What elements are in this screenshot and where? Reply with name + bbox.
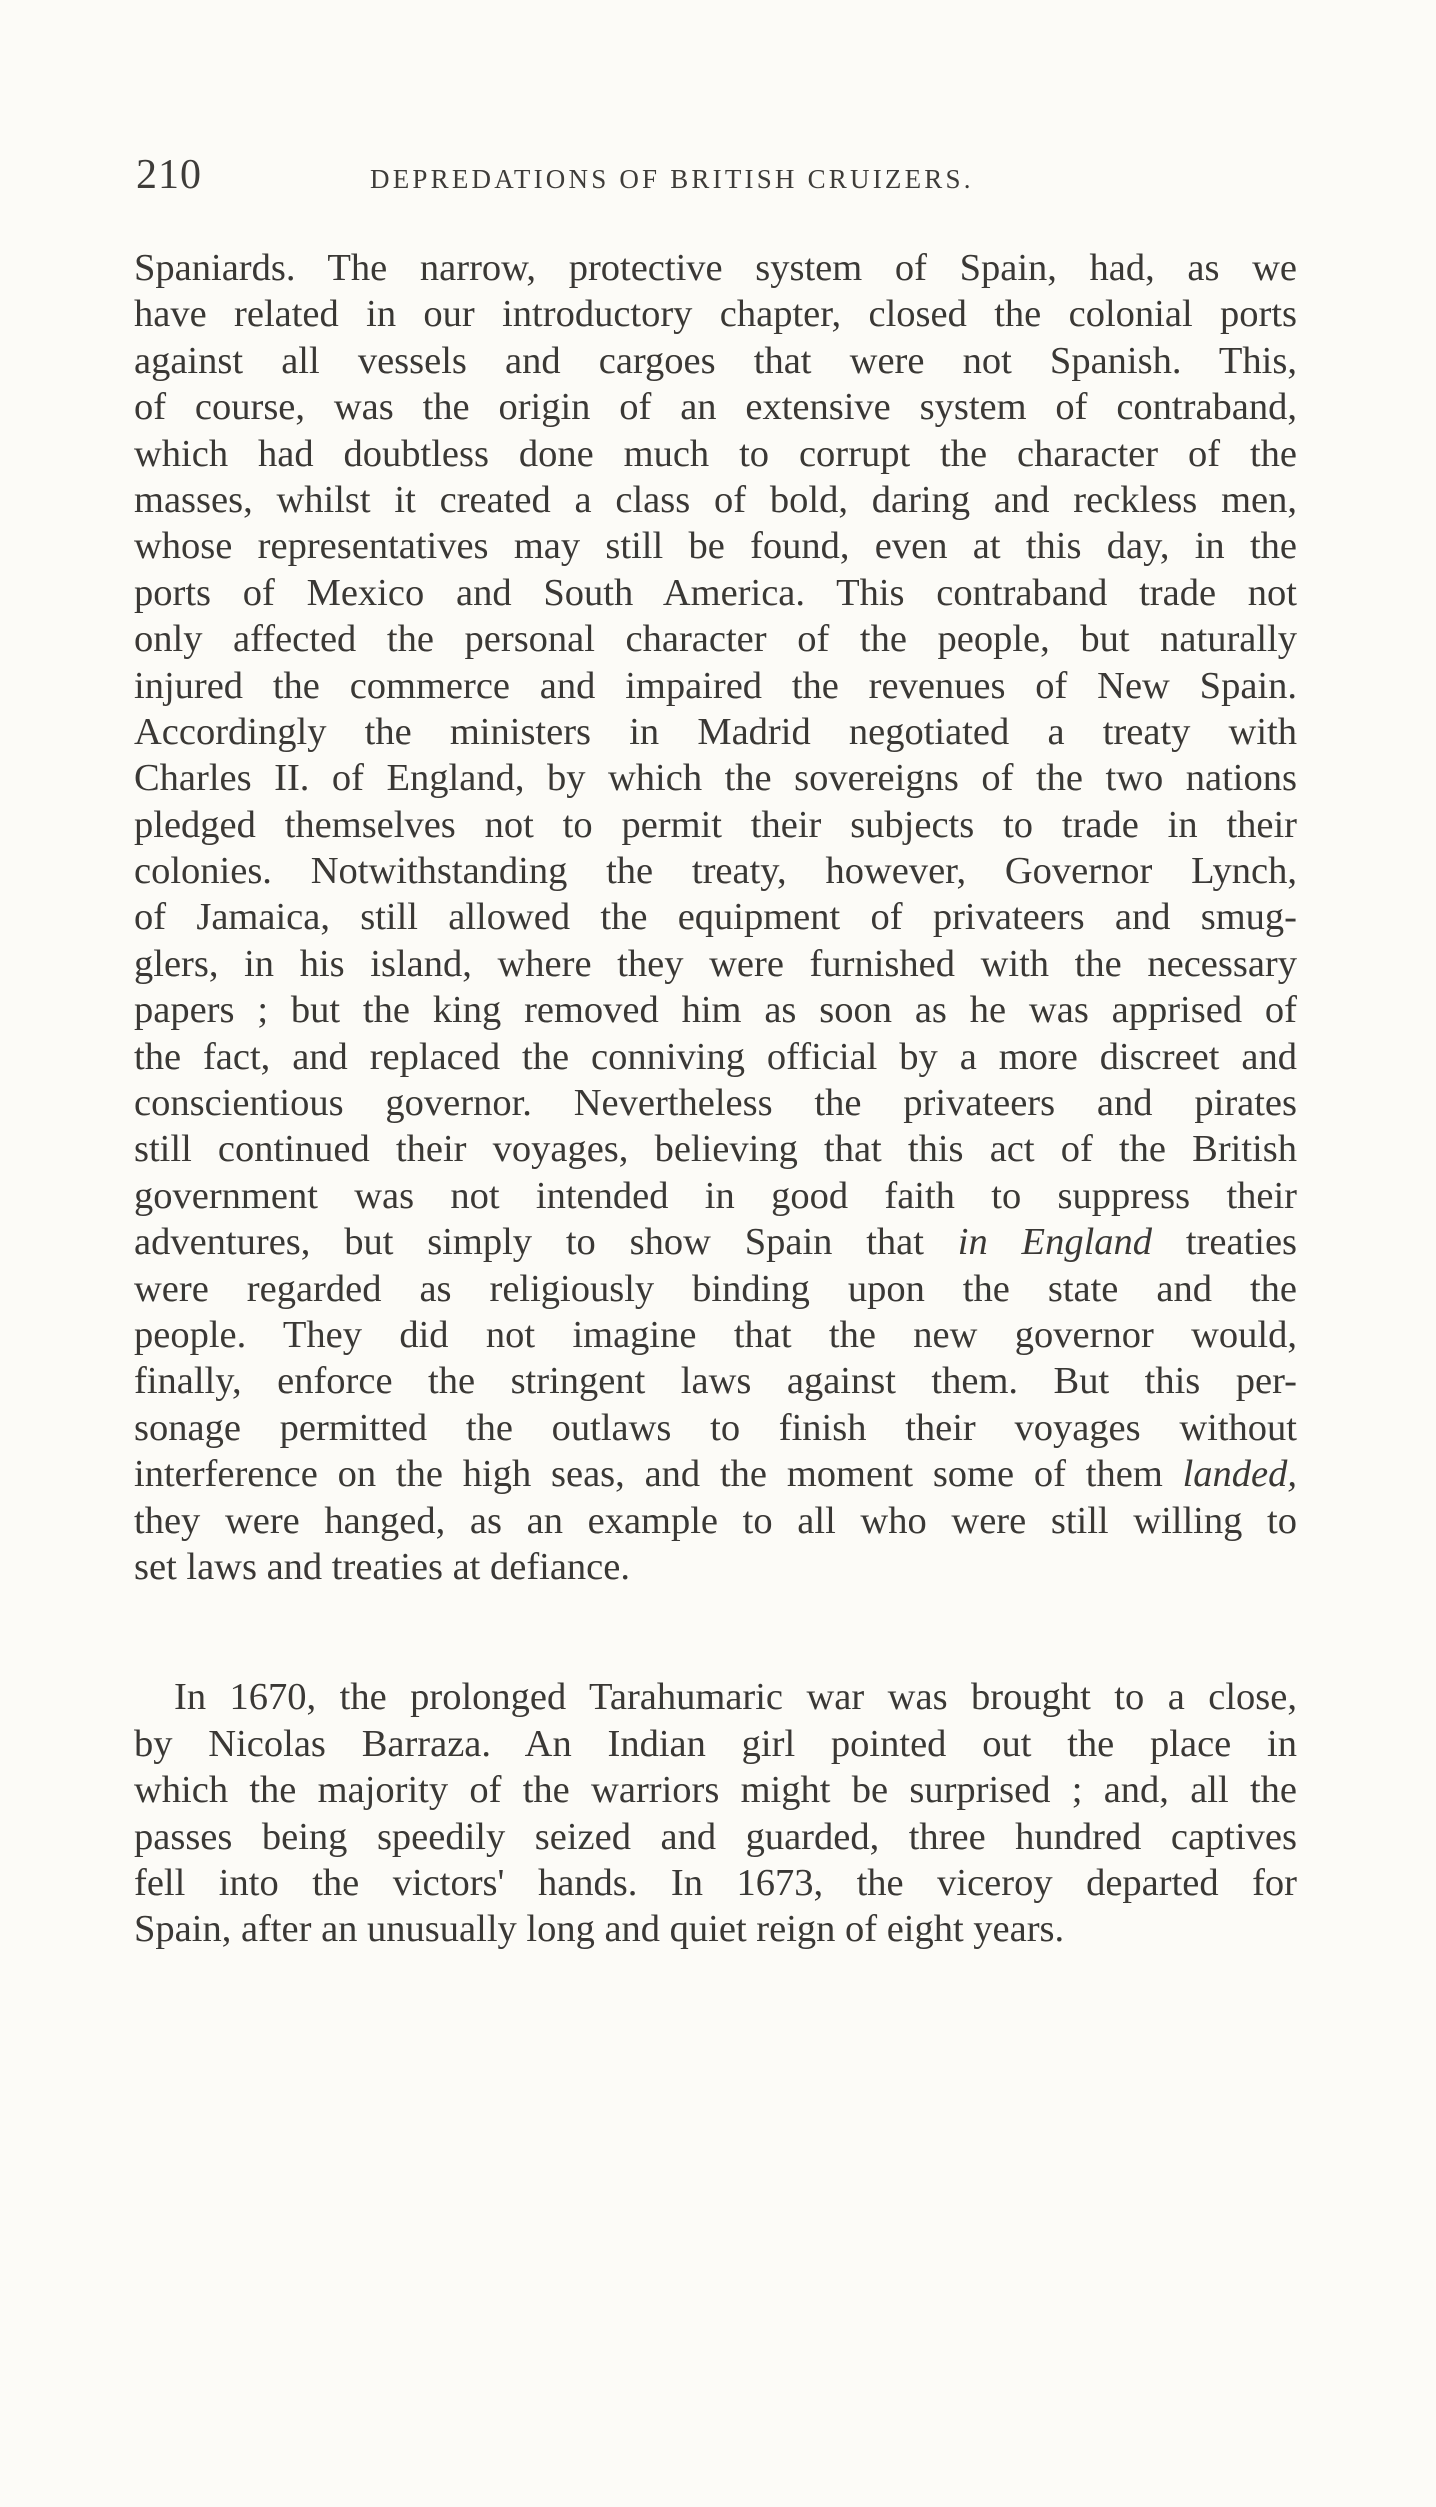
text-line: the fact, and replaced the conniving official by a more discreet and (134, 1035, 1297, 1078)
italic-word: landed, (1182, 1453, 1297, 1496)
text-line: have related in our introductory chapter, closed the colonial ports (134, 293, 1297, 336)
text-line: which had doubtless done much to corrupt the character of the (134, 432, 1297, 475)
text-line: colonies. Notwithstanding the treaty, however, Governor Lynch, (134, 850, 1297, 893)
text-line: against all vessels and cargoes that were not Spanish. This, (134, 339, 1297, 382)
text-line: which the majority of the warriors might be surprised ; and, all the (134, 1769, 1297, 1812)
text-line: ports of Mexico and South America. This contraband trade not (134, 571, 1297, 614)
text-line: by Nicolas Barraza. An Indian girl pointed out the place in (134, 1722, 1297, 1765)
page-header (136, 145, 1296, 225)
page-number: 210 (136, 152, 202, 198)
text-line: people. They did not imagine that the new governor would, (134, 1313, 1297, 1356)
text-line: government was not intended in good faith to suppress their (134, 1174, 1297, 1217)
text-line-mixed (134, 1219, 1297, 1265)
text-line: only affected the personal character of the people, but naturally (134, 618, 1297, 661)
italic-phrase: in England (957, 1221, 1153, 1264)
text-line: papers ; but the king removed him as soon as he was apprised of (134, 989, 1297, 1032)
text-line: pledged themselves not to permit their subjects to trade in their (134, 803, 1297, 846)
text-line: of Jamaica, still allowed the equipment of privateers and smug- (134, 896, 1297, 939)
paragraph-gap (134, 1590, 1297, 1674)
text-line: conscientious governor. Nevertheless the privateers and pirates (134, 1082, 1297, 1125)
paragraph-contraband (134, 245, 1297, 1590)
text-line: Spain, after an unusually long and quiet reign of eight years. (134, 1908, 1065, 1951)
text-line: Accordingly the ministers in Madrid negotiated a treaty with (134, 710, 1297, 753)
text-line: sonage permitted the outlaws to finish their voyages without (134, 1406, 1297, 1449)
text-line: set laws and treaties at defiance. (134, 1545, 630, 1588)
text-line-mixed (134, 1451, 1297, 1497)
text-line: finally, enforce the stringent laws against them. But this per- (134, 1360, 1297, 1403)
paragraph-tarahumaric-war (134, 1674, 1297, 1952)
text-line: fell into the victors' hands. In 1673, the viceroy departed for (134, 1861, 1297, 1904)
text-line: injured the commerce and impaired the revenues of New Spain. (134, 664, 1297, 707)
text-segment: interference on the high seas, and the moment some of them (134, 1453, 1163, 1496)
text-line: glers, in his island, where they were furnished with the necessary (134, 942, 1297, 985)
body-text (134, 245, 1297, 1953)
text-line: masses, whilst it created a class of bold, daring and reckless men, (134, 478, 1297, 521)
text-line: they were hanged, as an example to all who were still willing to (134, 1499, 1297, 1542)
text-line: passes being speedily seized and guarded, three hundred captives (134, 1815, 1297, 1858)
text-line: Charles II. of England, by which the sovereigns of the two nations (134, 757, 1297, 800)
running-head: DEPREDATIONS OF BRITISH CRUIZERS. (370, 164, 974, 194)
text-segment: treaties (1185, 1221, 1298, 1264)
text-line: In 1670, the prolonged Tarahumaric war was brought to a close, (174, 1676, 1297, 1719)
text-line: of course, was the origin of an extensive system of contraband, (134, 386, 1297, 429)
text-segment: adventures, but simply to show Spain that (134, 1221, 924, 1264)
text-line: were regarded as religiously binding upon the state and the (134, 1267, 1297, 1310)
text-line: whose representatives may still be found, even at this day, in the (134, 525, 1297, 568)
text-line: Spaniards. The narrow, protective system of Spain, had, as we (134, 247, 1297, 289)
text-line: still continued their voyages, believing that this act of the British (134, 1128, 1297, 1171)
